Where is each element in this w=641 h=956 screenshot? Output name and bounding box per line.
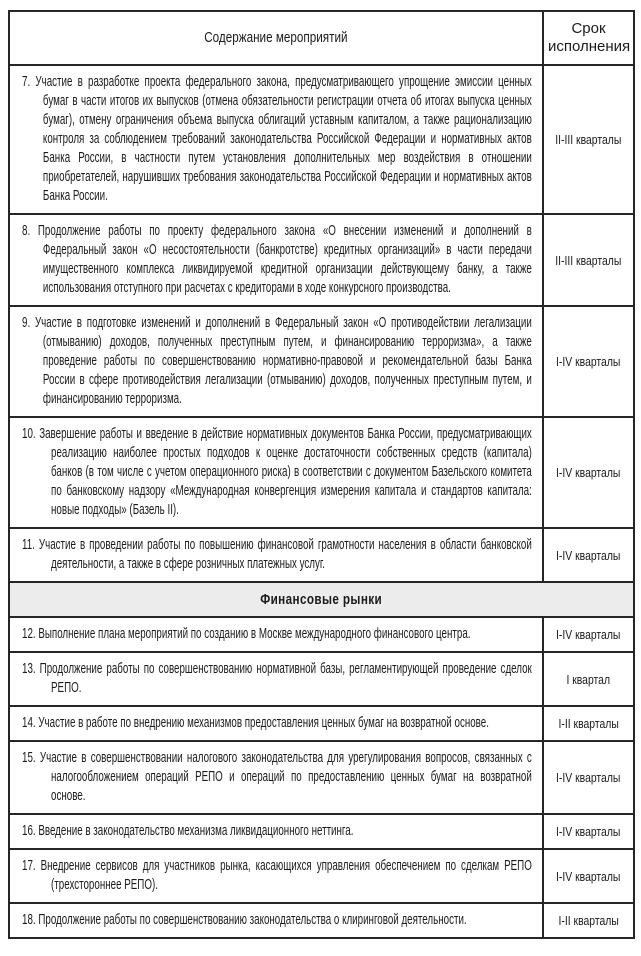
deadline-text: II-III кварталы bbox=[555, 252, 622, 268]
measure-row bbox=[9, 652, 634, 706]
measure-description: Продолжение работы по совершенствованию нормативной базы, регламентирующей проведение сделок РЕПО. bbox=[39, 661, 532, 696]
measure-description: Участие в проведении работы по повышению финансовой грамотности населения в области банковской деятельности, а также в сфере розничных платежных услуг. bbox=[38, 537, 532, 572]
deadline-text: I-IV кварталы bbox=[556, 354, 621, 369]
measure-text bbox=[22, 660, 532, 698]
content-column-header-label: Содержание мероприятий bbox=[204, 29, 348, 46]
measure-text bbox=[22, 536, 532, 574]
deadline-cell bbox=[543, 417, 634, 528]
measure-row bbox=[9, 617, 634, 652]
measure-cell bbox=[9, 65, 543, 214]
measure-description: Продолжение работы по проекту федерального закона «О внесении изменений и дополнений в Федеральный закон «О несостоятельности (банкротстве) кредитных организаций» в части передачи имущественного комплекса ликвидируемой кредитной организации действующему банку, а также использования отступного при расчетах с кредиторами в ходе конкурсного производства. bbox=[37, 223, 532, 296]
measure-text bbox=[22, 625, 532, 644]
measure-number: 15. bbox=[22, 750, 36, 766]
measure-description: Продолжение работы по совершенствованию законодательства о клиринговой деятельности. bbox=[38, 912, 467, 928]
measure-number: 14. bbox=[22, 715, 36, 731]
deadline-cell bbox=[543, 65, 634, 214]
measure-number: 8. bbox=[22, 223, 31, 239]
deadline-cell bbox=[543, 903, 634, 938]
table-header-row bbox=[9, 11, 634, 65]
measure-number: 13. bbox=[22, 661, 36, 677]
measure-row bbox=[9, 903, 634, 938]
measure-text bbox=[22, 749, 532, 806]
measure-row bbox=[9, 814, 634, 849]
measure-row bbox=[9, 741, 634, 814]
measure-row bbox=[9, 214, 634, 306]
section-title: Финансовые рынки bbox=[260, 591, 383, 608]
deadline-column-header bbox=[543, 11, 634, 65]
measure-description: Участие в разработке проекта федерального закона, предусматривающего упрощение эмиссии ценных бумаг в части итогов их выпусков (отмена обязательности регистрации отчета об итогах выпуска ценных бумаг), отмену ограничения объема выпуска облигаций уставным капиталом, а также рационализацию контроля за соблюдением требований законодательства Российской Федерации и нормативных актов Банка России, в частности путем установления дополнительных мер воздействия в отношении приобретателей, нарушивших требования законодательства Российской Федерации и нормативных актов Банка России. bbox=[35, 74, 532, 204]
deadline-cell bbox=[543, 214, 634, 306]
measure-row bbox=[9, 65, 634, 214]
deadline-text: I-IV кварталы bbox=[556, 547, 621, 563]
measure-text bbox=[22, 822, 532, 841]
deadline-cell bbox=[543, 652, 634, 706]
measure-cell bbox=[9, 617, 543, 652]
deadline-text: I-IV кварталы bbox=[556, 824, 621, 839]
measure-description: Участие в совершенствовании налогового законодательства для урегулирования вопросов, связанных с налогообложением операций РЕПО и операций по предоставлению ценных бумаг на возвратной основе. bbox=[39, 750, 532, 804]
deadline-text: I-IV кварталы bbox=[556, 770, 621, 785]
measure-cell bbox=[9, 706, 543, 741]
measure-number: 9. bbox=[22, 315, 31, 331]
measure-row bbox=[9, 849, 634, 903]
deadline-cell bbox=[543, 741, 634, 814]
measure-number: 10. bbox=[22, 426, 36, 442]
measure-description: Участие в работе по внедрению механизмов предоставления ценных бумаг на возвратной основе. bbox=[38, 715, 489, 731]
measure-number: 7. bbox=[22, 74, 31, 90]
measure-text bbox=[22, 714, 532, 733]
measure-row bbox=[9, 528, 634, 582]
measure-description: Завершение работы и введение в действие нормативных документов Банка России, предусматривающих реализацию наиболее простых подходов к оценке достаточности собственных средств (капитала) банков (в том числе с учетом операционного риска) в соответствии с документом Базельского комитета по банковскому надзору «Международная конвергенция измерения капитала и стандартов капитала: новые подходы» (Базель II). bbox=[39, 426, 532, 518]
deadline-text: I-IV кварталы bbox=[556, 627, 621, 642]
measure-cell bbox=[9, 306, 543, 417]
measure-cell bbox=[9, 903, 543, 938]
measure-cell bbox=[9, 814, 543, 849]
measure-number: 17. bbox=[22, 858, 36, 874]
deadline-text: I-IV кварталы bbox=[556, 465, 621, 480]
deadline-cell bbox=[543, 306, 634, 417]
measure-text bbox=[22, 857, 532, 895]
measure-text bbox=[22, 222, 532, 298]
deadline-column-header-label: Срок исполнения bbox=[548, 20, 631, 55]
deadline-cell bbox=[543, 849, 634, 903]
measure-cell bbox=[9, 741, 543, 814]
measure-cell bbox=[9, 417, 543, 528]
measure-description: Участие в подготовке изменений и дополнений в Федеральный закон «О противодействии легализации (отмыванию) доходов, полученных преступным путем, и финансированию терроризма», а также проведение работы по совершенствованию нормативно-правовой и рекомендательной базы Банка России в сфере противодействия легализации (отмыванию) доходов, полученных преступным путем, и финансированию терроризма. bbox=[34, 315, 532, 407]
content-column-header bbox=[9, 11, 543, 65]
measure-number: 16. bbox=[22, 823, 36, 839]
measure-row bbox=[9, 706, 634, 741]
deadline-text: I-II кварталы bbox=[558, 913, 619, 928]
deadline-cell bbox=[543, 617, 634, 652]
measure-cell bbox=[9, 528, 543, 582]
measure-description: Выполнение плана мероприятий по созданию в Москве международного финансового центра. bbox=[38, 626, 471, 642]
measure-cell bbox=[9, 849, 543, 903]
measure-cell bbox=[9, 652, 543, 706]
measure-text bbox=[22, 73, 532, 206]
deadline-text: II-III кварталы bbox=[555, 132, 622, 147]
section-title-cell bbox=[9, 582, 634, 617]
deadline-cell bbox=[543, 706, 634, 741]
deadline-cell bbox=[543, 814, 634, 849]
deadline-text: I-IV кварталы bbox=[556, 868, 621, 884]
measures-table bbox=[8, 10, 635, 939]
measure-text bbox=[22, 314, 532, 409]
deadline-cell bbox=[543, 528, 634, 582]
measure-cell bbox=[9, 214, 543, 306]
measure-row bbox=[9, 306, 634, 417]
measure-number: 18. bbox=[22, 912, 36, 928]
table-body bbox=[9, 65, 634, 938]
deadline-text: I-II кварталы bbox=[558, 716, 619, 731]
measure-number: 12. bbox=[22, 626, 36, 642]
section-row bbox=[9, 582, 634, 617]
measure-number: 11. bbox=[22, 537, 35, 553]
measure-row bbox=[9, 417, 634, 528]
measure-text bbox=[22, 911, 532, 930]
measure-text bbox=[22, 425, 532, 520]
measure-description: Внедрение сервисов для участников рынка, касающихся управления обеспечением по сделкам РЕПО (трехстороннее РЕПО). bbox=[40, 858, 532, 893]
measure-description: Введение в законодательство механизма ликвидационного неттинга. bbox=[38, 823, 354, 839]
deadline-text: I квартал bbox=[566, 671, 611, 687]
